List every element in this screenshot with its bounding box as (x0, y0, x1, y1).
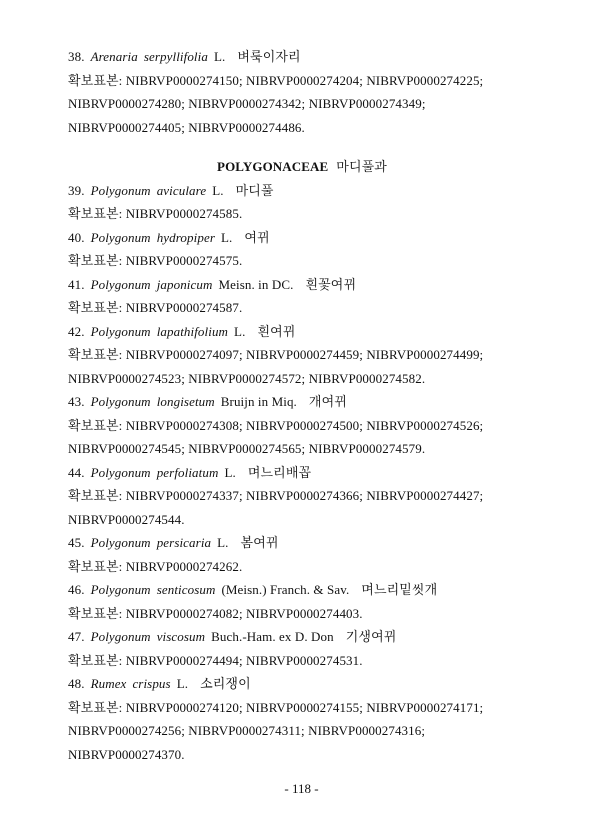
author: L. (220, 229, 233, 245)
specimen-line (68, 555, 528, 579)
species-entry-40 (68, 226, 528, 250)
species-epithet: hydropiper (156, 229, 215, 245)
species-epithet: senticosum (156, 582, 216, 597)
specimen-ids: NIBRVP0000274575. (125, 253, 243, 268)
specimen-ids: NIBRVP0000274545; NIBRVP0000274565; NIBRVP0000274579. (68, 441, 426, 456)
entry-number: 44. (68, 464, 85, 480)
species-entry-46 (68, 578, 528, 602)
species-epithet: crispus (132, 676, 171, 691)
specimen-ids: NIBRVP0000274405; NIBRVP0000274486. (68, 119, 305, 135)
species-epithet: perfoliatum (156, 464, 219, 480)
genus-name: Polygonum (90, 276, 151, 292)
page-number: - 118 - (284, 781, 319, 796)
specimen-ids: NIBRVP0000274262. (125, 558, 243, 574)
specimen-line (68, 92, 528, 116)
species-entry-41 (68, 273, 528, 297)
korean-name: 개여뀌 (308, 394, 347, 409)
specimen-label: 확보표본: (68, 417, 123, 433)
species-epithet: serpyllifolia (143, 49, 208, 64)
specimen-line (68, 602, 528, 626)
specimen-ids: NIBRVP0000274523; NIBRVP0000274572; NIBRVP0000274582. (68, 370, 426, 386)
species-epithet: viscosum (156, 629, 206, 644)
species-epithet: japonicum (156, 276, 213, 292)
species-entry-45 (68, 531, 528, 555)
family-heading (68, 155, 528, 179)
specimen-ids: NIBRVP0000274097; NIBRVP0000274459; NIBRVP0000274499; (125, 347, 484, 362)
author: L. (217, 535, 229, 550)
entry-number: 42. (68, 323, 85, 339)
specimen-label: 확보표본: (68, 605, 123, 621)
specimen-label: 확보표본: (68, 652, 123, 668)
korean-name: 흰여뀌 (257, 323, 296, 339)
species-entry-48 (68, 672, 528, 696)
species-epithet: lapathifolium (156, 323, 229, 339)
family-title: POLYGONACEAE (217, 159, 329, 174)
specimen-ids: NIBRVP0000274587. (125, 300, 243, 315)
specimen-line (68, 367, 528, 391)
specimen-label: 확보표본: (68, 206, 123, 221)
author: (Meisn.) Franch. & Sav. (221, 582, 350, 597)
korean-name: 마디풀 (235, 182, 274, 198)
korean-name: 소리쟁이 (200, 676, 251, 691)
author: Bruijn in Miq. (220, 394, 297, 409)
entry-number: 43. (68, 394, 85, 409)
species-entry-47 (68, 625, 528, 649)
korean-name: 며느리배꼽 (247, 464, 312, 480)
species-epithet: persicaria (156, 535, 212, 550)
entry-number: 38. (68, 49, 85, 64)
species-entry-39 (68, 179, 528, 203)
author: L. (212, 182, 224, 198)
korean-name: 벼룩이자리 (237, 49, 301, 64)
specimen-label: 확보표본: (68, 699, 123, 715)
specimen-line (68, 69, 528, 93)
specimen-ids: NIBRVP0000274544. (68, 511, 185, 527)
genus-name: Polygonum (90, 229, 151, 245)
specimen-label: 확보표본: (68, 253, 123, 268)
specimen-line (68, 696, 528, 720)
specimen-ids: NIBRVP0000274585. (125, 206, 243, 221)
author: Buch.-Ham. ex D. Don (211, 629, 334, 644)
entry-number: 40. (68, 229, 85, 245)
entry-number: 47. (68, 629, 85, 644)
specimen-line (68, 296, 528, 320)
author: L. (234, 323, 246, 339)
species-entry-42 (68, 320, 528, 344)
specimen-ids: NIBRVP0000274308; NIBRVP0000274500; NIBRVP0000274526; (125, 417, 484, 433)
specimen-ids: NIBRVP0000274120; NIBRVP0000274155; NIBRVP0000274171; (125, 699, 484, 715)
species-entry-44 (68, 461, 528, 485)
species-epithet: longisetum (156, 394, 215, 409)
korean-name: 봄여뀌 (240, 535, 279, 550)
genus-name: Polygonum (90, 464, 151, 480)
specimen-line (68, 484, 528, 508)
species-entry-43 (68, 390, 528, 414)
entry-number: 39. (68, 182, 85, 198)
specimen-line (68, 202, 528, 226)
entry-number: 45. (68, 535, 85, 550)
species-epithet: aviculare (156, 182, 207, 198)
author: L. (224, 464, 236, 480)
specimen-line (68, 649, 528, 673)
genus-name: Polygonum (90, 182, 151, 198)
entry-number: 48. (68, 676, 85, 691)
specimen-ids: NIBRVP0000274150; NIBRVP0000274204; NIBRVP0000274225; (125, 72, 484, 88)
specimen-label: 확보표본: (68, 72, 123, 88)
specimen-ids: NIBRVP0000274082; NIBRVP0000274403. (125, 605, 363, 621)
genus-name: Polygonum (90, 629, 151, 644)
specimen-label: 확보표본: (68, 300, 123, 315)
specimen-label: 확보표본: (68, 488, 123, 503)
entry-number: 46. (68, 582, 85, 597)
specimen-ids: NIBRVP0000274337; NIBRVP0000274366; NIBRVP0000274427; (125, 488, 484, 503)
species-list (68, 45, 528, 766)
specimen-ids: NIBRVP0000274256; NIBRVP0000274311; NIBRVP0000274316; (68, 723, 426, 738)
korean-name: 기생여뀌 (345, 629, 397, 644)
specimen-line (68, 116, 528, 140)
specimen-line (68, 343, 528, 367)
specimen-line (68, 437, 528, 461)
specimen-ids: NIBRVP0000274370. (68, 746, 185, 762)
korean-name: 흰꽃여뀌 (305, 276, 357, 292)
korean-name: 며느리밑씻개 (361, 582, 438, 597)
specimen-line (68, 719, 528, 743)
author: L. (176, 676, 189, 691)
genus-name: Polygonum (90, 535, 151, 550)
specimen-line (68, 743, 528, 767)
genus-name: Polygonum (90, 323, 151, 339)
genus-name: Arenaria (90, 49, 138, 64)
species-entry-38 (68, 45, 528, 69)
specimen-ids: NIBRVP0000274280; NIBRVP0000274342; NIBRVP0000274349; (68, 96, 426, 111)
specimen-line (68, 414, 528, 438)
specimen-line (68, 508, 528, 532)
specimen-line (68, 249, 528, 273)
genus-name: Polygonum (90, 582, 151, 597)
genus-name: Rumex (90, 676, 127, 691)
genus-name: Polygonum (90, 394, 151, 409)
korean-name: 여뀌 (244, 229, 270, 245)
family-korean: 마디풀과 (336, 159, 387, 174)
specimen-ids: NIBRVP0000274494; NIBRVP0000274531. (125, 652, 363, 668)
entry-number: 41. (68, 276, 85, 292)
specimen-label: 확보표본: (68, 558, 123, 574)
author: L. (213, 49, 226, 64)
specimen-label: 확보표본: (68, 347, 123, 362)
author: Meisn. in DC. (218, 276, 294, 292)
